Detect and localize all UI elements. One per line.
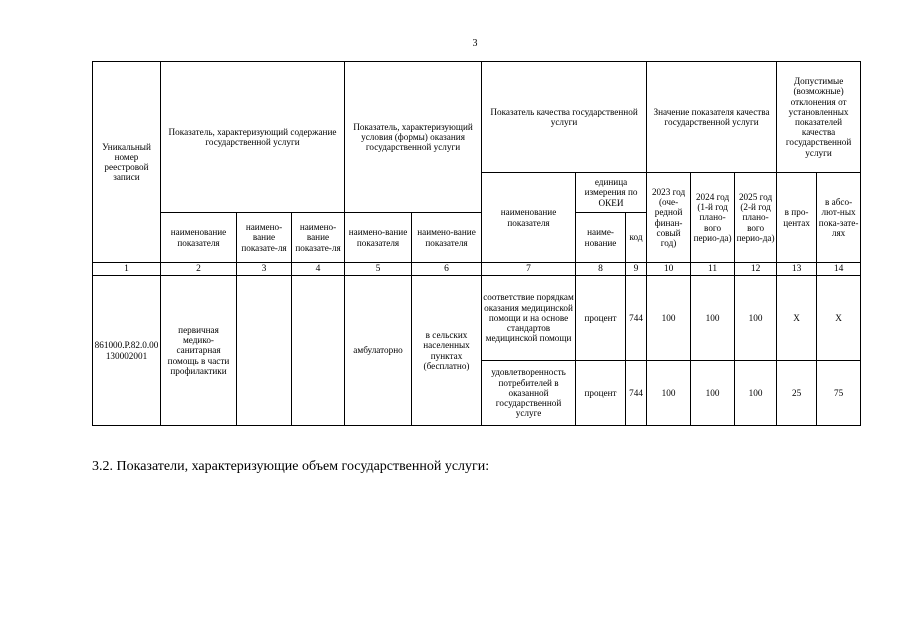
row-unit: процент (576, 276, 626, 361)
page-number: 3 (472, 38, 478, 49)
header-condition-indicator: Показатель, характеризующий условия (формы) оказания государственной услуги (345, 62, 482, 213)
row-deviation-absolute: 75 (817, 361, 861, 426)
header-year-2023: 2023 год (оче-редной финан-совый год) (647, 173, 691, 263)
quality-indicators-table (92, 61, 861, 426)
column-number: 2 (161, 263, 237, 276)
record-content-empty-1 (237, 276, 292, 426)
row-value-2024: 100 (691, 276, 735, 361)
column-number: 4 (292, 263, 345, 276)
header-condition-name-1: наимено-вание показателя (345, 213, 412, 263)
row-deviation-percent: Х (777, 276, 817, 361)
column-number: 13 (777, 263, 817, 276)
column-number: 11 (691, 263, 735, 276)
row-value-2025: 100 (735, 276, 777, 361)
column-number: 5 (345, 263, 412, 276)
column-number: 7 (482, 263, 576, 276)
header-in-absolute: в абсо-лют-ных пока-зате-лях (817, 173, 861, 263)
header-in-percent: в про-центах (777, 173, 817, 263)
row-value-2023: 100 (647, 361, 691, 426)
record-content-name: первичная медико-санитарная помощь в части профилактики (161, 276, 237, 426)
header-unique-number: Уникальный номер реестровой записи (93, 62, 161, 263)
row-unit: процент (576, 361, 626, 426)
column-number: 9 (626, 263, 647, 276)
header-content-name-3: наимено-вание показате-ля (292, 213, 345, 263)
column-number: 8 (576, 263, 626, 276)
header-condition-name-2: наимено-вание показателя (412, 213, 482, 263)
column-number: 10 (647, 263, 691, 276)
row-value-2023: 100 (647, 276, 691, 361)
row-value-2025: 100 (735, 361, 777, 426)
header-quality-indicator: Показатель качества государственной услуги (482, 62, 647, 173)
column-number-row (93, 263, 861, 276)
header-quality-name: наименование показателя (482, 173, 576, 263)
header-deviation: Допустимые (возможные) отклонения от установленных показателей качества государственной услуги (777, 62, 861, 173)
header-quality-value: Значение показателя качества государственной услуги (647, 62, 777, 173)
record-condition-1: амбулаторно (345, 276, 412, 426)
header-content-name-1: наименование показателя (161, 213, 237, 263)
column-number: 6 (412, 263, 482, 276)
row-deviation-absolute: Х (817, 276, 861, 361)
row-deviation-percent: 25 (777, 361, 817, 426)
header-unit-name: наиме-нование (576, 213, 626, 263)
record-id: 861000.Р.82.0.00130002001 (93, 276, 161, 426)
header-year-2025: 2025 год (2-й год плано-вого перио-да) (735, 173, 777, 263)
record-condition-2: в сельских населенных пунктах (бесплатно) (412, 276, 482, 426)
column-number: 12 (735, 263, 777, 276)
section-heading: 3.2. Показатели, характеризующие объем государственной услуги: (92, 459, 490, 474)
column-number: 3 (237, 263, 292, 276)
row-code: 744 (626, 361, 647, 426)
row-code: 744 (626, 276, 647, 361)
header-content-indicator: Показатель, характеризующий содержание государственной услуги (161, 62, 345, 213)
header-year-2024: 2024 год (1-й год плано-вого перио-да) (691, 173, 735, 263)
row-value-2024: 100 (691, 361, 735, 426)
table-row (93, 276, 861, 361)
row-indicator: удовлетворенность потребителей в оказанной государственной услуге (482, 361, 576, 426)
header-row-1 (93, 62, 861, 173)
column-number: 1 (93, 263, 161, 276)
column-number: 14 (817, 263, 861, 276)
row-indicator: соответствие порядкам оказания медицинской помощи и на основе стандартов медицинской помощи (482, 276, 576, 361)
header-unit-code: код (626, 213, 647, 263)
record-content-empty-2 (292, 276, 345, 426)
header-content-name-2: наимено-вание показате-ля (237, 213, 292, 263)
header-unit-okei: единица измерения по ОКЕИ (576, 173, 647, 213)
